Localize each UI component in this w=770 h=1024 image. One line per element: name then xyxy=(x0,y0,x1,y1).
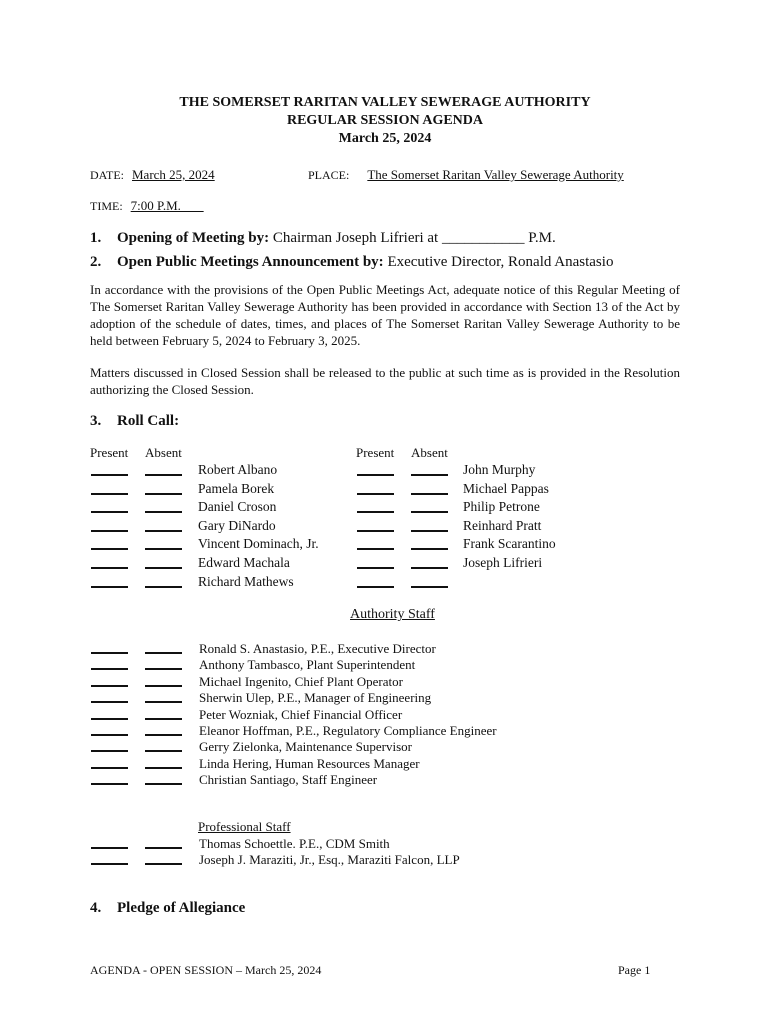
member-name: Frank Scarantino xyxy=(463,536,556,552)
absent-blank[interactable] xyxy=(145,685,182,687)
absent-blank[interactable] xyxy=(145,863,182,865)
absent-blank[interactable] xyxy=(145,750,182,752)
absent-blank[interactable] xyxy=(145,718,182,720)
present-blank[interactable] xyxy=(91,734,128,736)
item-4 xyxy=(90,900,245,917)
professional-staff-heading: Professional Staff xyxy=(198,819,291,834)
item-2-text: Executive Director, Ronald Anastasio xyxy=(383,254,614,270)
item-2-number: 2. xyxy=(90,254,102,270)
absent-blank[interactable] xyxy=(145,530,182,532)
item-4-number: 4. xyxy=(90,900,102,916)
member-name: Vincent Dominach, Jr. xyxy=(198,536,319,552)
item-2-heading: Open Public Meetings Announcement by: xyxy=(117,254,384,270)
time-label: TIME: xyxy=(90,199,123,213)
item-2 xyxy=(90,254,613,271)
item-1-number: 1. xyxy=(90,230,102,246)
absent-blank[interactable] xyxy=(145,493,182,495)
present-blank[interactable] xyxy=(357,474,394,476)
professional-member: Joseph J. Maraziti, Jr., Esq., Maraziti Falcon, LLP xyxy=(199,852,460,868)
member-name: John Murphy xyxy=(463,462,536,477)
item-1-text: Chairman Joseph Lifrieri at ___________ P.M. xyxy=(269,230,556,246)
staff-member: Gerry Zielonka, Maintenance Supervisor xyxy=(199,739,412,755)
present-blank[interactable] xyxy=(91,668,128,670)
absent-blank[interactable] xyxy=(145,767,182,769)
member-name: Gary DiNardo xyxy=(198,517,276,533)
present-blank[interactable] xyxy=(91,652,128,654)
present-blank[interactable] xyxy=(91,767,128,769)
present-blank[interactable] xyxy=(91,750,128,752)
absent-blank[interactable] xyxy=(145,474,182,476)
authority-staff-heading: Authority Staff xyxy=(350,607,435,622)
member-name: Pamela Borek xyxy=(198,480,275,496)
absent-blank[interactable] xyxy=(145,783,182,785)
staff-member: Michael Ingenito, Chief Plant Operator xyxy=(199,673,403,689)
member-name: Reinhard Pratt xyxy=(463,517,542,533)
present-blank[interactable] xyxy=(357,493,394,495)
member-name: Daniel Croson xyxy=(198,499,277,515)
absent-blank[interactable] xyxy=(411,511,448,513)
absent-blank[interactable] xyxy=(411,493,448,495)
staff-member: Anthony Tambasco, Plant Superintendent xyxy=(199,657,416,673)
present-blank[interactable] xyxy=(357,511,394,513)
item-4-heading: Pledge of Allegiance xyxy=(117,900,246,916)
absent-blank[interactable] xyxy=(411,530,448,532)
absent-blank[interactable] xyxy=(145,668,182,670)
place-row xyxy=(308,166,624,184)
present-blank[interactable] xyxy=(91,718,128,720)
absent-blank[interactable] xyxy=(145,567,182,569)
present-blank[interactable] xyxy=(357,530,394,532)
member-name: Joseph Lifrieri xyxy=(463,555,543,570)
member-name: Philip Petrone xyxy=(463,499,540,515)
present-blank[interactable] xyxy=(91,530,128,532)
member-name: Michael Pappas xyxy=(463,480,549,496)
present-blank[interactable] xyxy=(91,701,128,703)
item-1-heading: Opening of Meeting by: xyxy=(117,230,270,246)
title-date: March 25, 2024 xyxy=(338,131,432,146)
present-blank[interactable] xyxy=(91,847,128,849)
footer-left: AGENDA - OPEN SESSION – March 25, 2024 xyxy=(90,963,322,977)
staff-member: Ronald S. Anastasio, P.E., Executive Director xyxy=(199,641,436,656)
absent-blank[interactable] xyxy=(411,474,448,476)
absent-blank[interactable] xyxy=(145,652,182,654)
present-blank[interactable] xyxy=(91,493,128,495)
member-name: Richard Mathews xyxy=(198,573,294,589)
present-header-left: Present xyxy=(90,445,129,460)
absent-blank[interactable] xyxy=(411,586,448,588)
absent-blank[interactable] xyxy=(145,511,182,513)
staff-member: Sherwin Ulep, P.E., Manager of Engineering xyxy=(199,690,432,706)
present-blank[interactable] xyxy=(91,567,128,569)
absent-blank[interactable] xyxy=(145,701,182,703)
staff-member: Peter Wozniak, Chief Financial Officer xyxy=(199,706,403,722)
place-label: PLACE: xyxy=(308,168,350,182)
date-label: DATE: xyxy=(90,168,124,182)
present-blank[interactable] xyxy=(91,863,128,865)
member-name: Robert Albano xyxy=(198,462,278,477)
professional-member: Thomas Schoettle. P.E., CDM Smith xyxy=(199,836,390,851)
item-3-number: 3. xyxy=(90,413,102,429)
place-value: The Somerset Raritan Valley Sewerage Authority xyxy=(367,167,624,182)
present-header-right: Present xyxy=(356,445,395,460)
staff-member: Christian Santiago, Staff Engineer xyxy=(199,772,378,788)
title-agenda: REGULAR SESSION AGENDA xyxy=(286,113,484,128)
absent-blank[interactable] xyxy=(145,734,182,736)
time-value: 7:00 P.M. xyxy=(130,198,204,213)
absent-blank[interactable] xyxy=(145,586,182,588)
date-row xyxy=(90,166,215,184)
absent-header-left: Absent xyxy=(145,445,182,460)
present-blank[interactable] xyxy=(357,548,394,550)
time-row xyxy=(90,197,204,215)
absent-blank[interactable] xyxy=(145,847,182,849)
item-3 xyxy=(90,413,179,430)
date-value: March 25, 2024 xyxy=(132,167,215,182)
absent-header-right: Absent xyxy=(411,445,448,460)
present-blank[interactable] xyxy=(91,685,128,687)
present-blank[interactable] xyxy=(357,586,394,588)
item-1 xyxy=(90,230,556,247)
open-meetings-paragraph: In accordance with the provisions of the Open Public Meetings Act, adequate notice of this Regular Meeting of The Somerset Raritan Valley Sewerage Authority has been provided in accordance with Section 13 of the Act by adoption of the schedule of dates, times, and places of The Somerset Raritan Valley Sewerage Authority to be held between February 5, 2024 to February 3, 2025. xyxy=(90,282,680,348)
footer-page: Page 1 xyxy=(618,963,651,977)
present-blank[interactable] xyxy=(357,567,394,569)
present-blank[interactable] xyxy=(91,783,128,785)
present-blank[interactable] xyxy=(91,511,128,513)
present-blank[interactable] xyxy=(91,548,128,550)
staff-member: Linda Hering, Human Resources Manager xyxy=(199,755,420,771)
absent-blank[interactable] xyxy=(411,567,448,569)
item-3-heading: Roll Call: xyxy=(117,413,180,429)
absent-blank[interactable] xyxy=(411,548,448,550)
present-blank[interactable] xyxy=(91,474,128,476)
title-authority: THE SOMERSET RARITAN VALLEY SEWERAGE AUTHORITY xyxy=(179,95,591,110)
closed-session-paragraph: Matters discussed in Closed Session shall be released to the public at such time as is provided in the Resolution authorizing the Closed Session. xyxy=(90,365,680,397)
absent-blank[interactable] xyxy=(145,548,182,550)
staff-member: Eleanor Hoffman, P.E., Regulatory Compliance Engineer xyxy=(199,723,497,738)
member-name: Edward Machala xyxy=(198,555,290,570)
present-blank[interactable] xyxy=(91,586,128,588)
